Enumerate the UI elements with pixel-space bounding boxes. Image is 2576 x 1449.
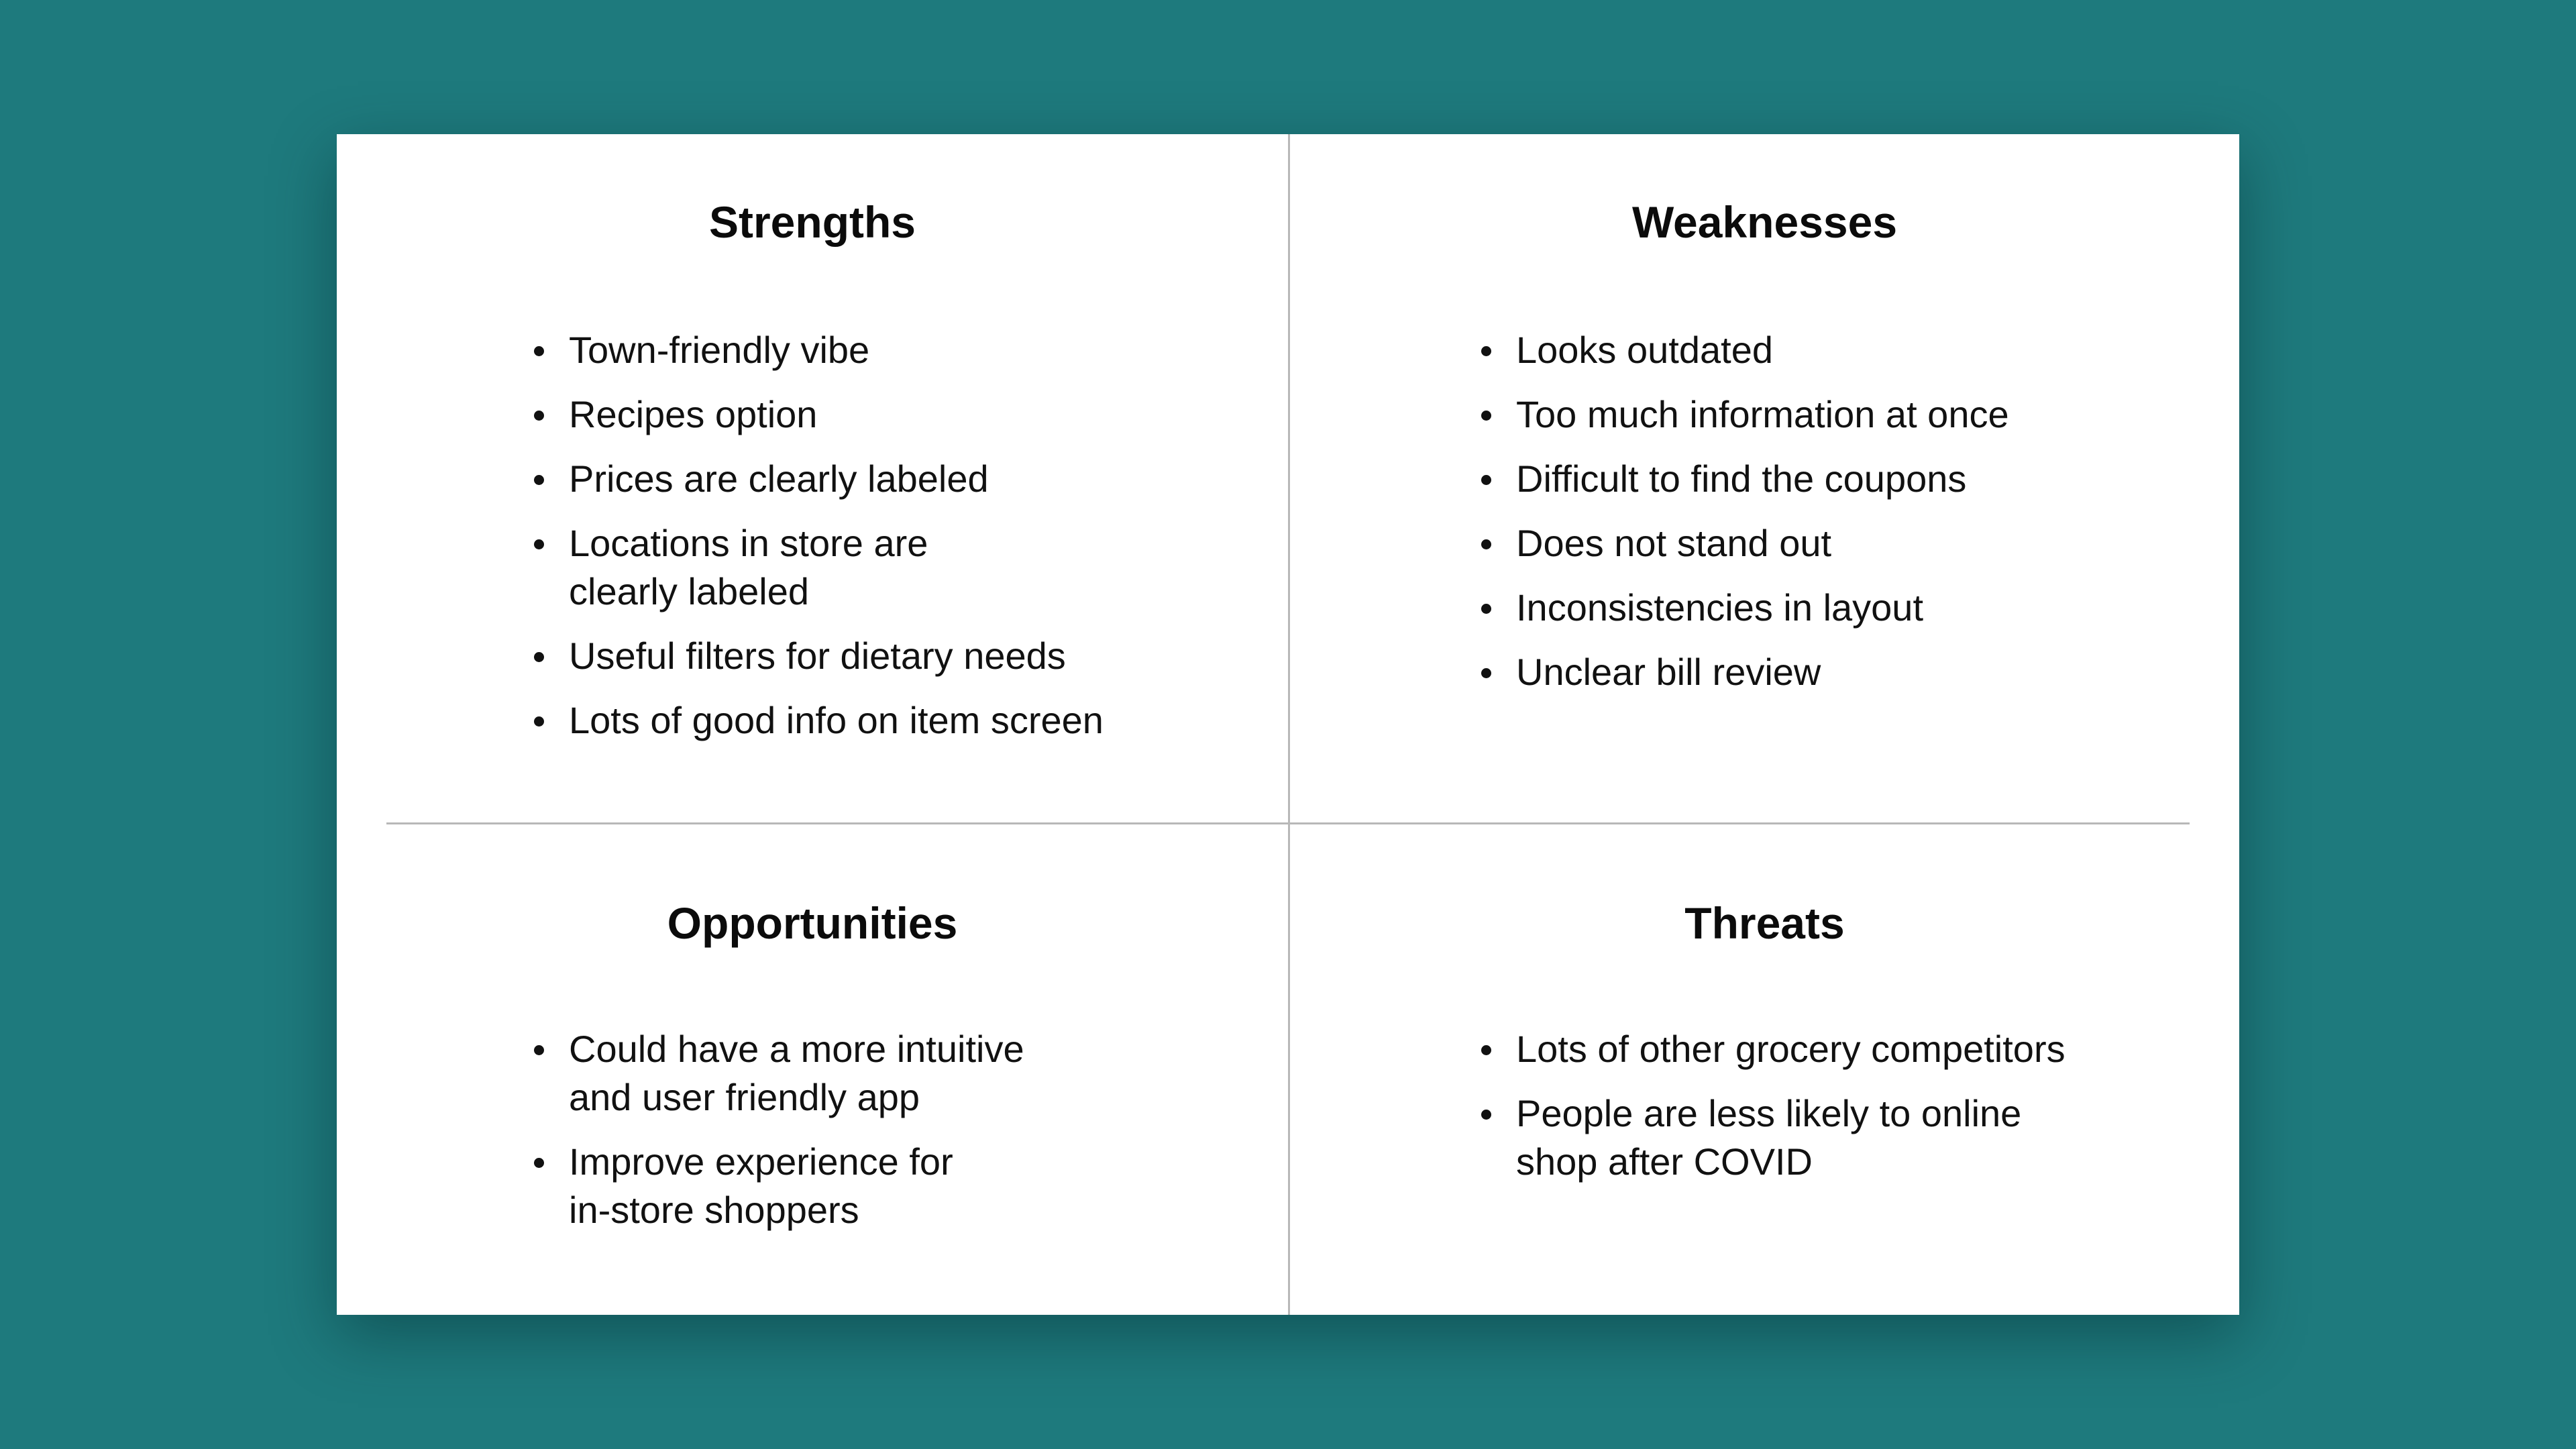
bullet-text: Looks outdated <box>1516 329 1773 371</box>
bullet-dot-icon <box>534 1045 544 1055</box>
bullet-text: People are less likely to online <box>1516 1092 2022 1134</box>
opportunities-quadrant <box>337 824 1288 1315</box>
bullet-dot-icon <box>1481 475 1491 485</box>
opportunities-heading: Opportunities <box>667 898 958 948</box>
bullet-text: Difficult to find the coupons <box>1516 458 1967 500</box>
bullet-text: Locations in store are <box>569 522 928 564</box>
swot-card <box>337 134 2239 1315</box>
bullet-text: shop after COVID <box>1516 1140 1813 1183</box>
bullet-dot-icon <box>1481 1110 1491 1120</box>
bullet-dot-icon <box>534 411 544 421</box>
weaknesses-list <box>1516 326 2009 712</box>
bullet-dot-icon <box>534 652 544 662</box>
bullet-dot-icon <box>534 1158 544 1168</box>
bullet-item <box>1516 455 2009 503</box>
bullet-dot-icon <box>1481 668 1491 678</box>
bullet-text: Could have a more intuitive <box>569 1028 1024 1070</box>
bullet-text: Improve experience for <box>569 1140 953 1183</box>
bullet-dot-icon <box>1481 346 1491 356</box>
weaknesses-heading: Weaknesses <box>1631 197 1898 247</box>
bullet-dot-icon <box>1481 539 1491 549</box>
bullet-dot-icon <box>1481 411 1491 421</box>
bullet-item <box>1516 326 2009 374</box>
bullet-item <box>1516 1089 2065 1186</box>
bullet-text: Lots of good info on item screen <box>569 699 1104 741</box>
threats-quadrant <box>1290 824 2239 1315</box>
bullet-text: Unclear bill review <box>1516 651 1821 693</box>
bullet-item <box>569 1025 1024 1122</box>
bullet-item <box>1516 648 2009 696</box>
strengths-list <box>569 326 1104 761</box>
bullet-item <box>1516 1025 2065 1073</box>
bullet-item <box>1516 584 2009 632</box>
bullet-item <box>569 326 1104 374</box>
bullet-dot-icon <box>1481 1045 1491 1055</box>
bullet-dot-icon <box>1481 604 1491 614</box>
bullet-item <box>569 455 1104 503</box>
bullet-text: Inconsistencies in layout <box>1516 586 1924 629</box>
bullet-dot-icon <box>534 539 544 549</box>
bullet-dot-icon <box>534 716 544 727</box>
bullet-text: in-store shoppers <box>569 1189 859 1231</box>
weaknesses-quadrant <box>1290 134 2239 822</box>
bullet-text: Too much information at once <box>1516 393 2009 435</box>
bullet-item <box>569 390 1104 439</box>
bullet-text: Does not stand out <box>1516 522 1832 564</box>
threats-heading: Threats <box>1684 898 1845 948</box>
bullet-text: Prices are clearly labeled <box>569 458 989 500</box>
bullet-item <box>569 519 1104 616</box>
bullet-text: and user friendly app <box>569 1076 920 1118</box>
bullet-dot-icon <box>534 475 544 485</box>
bullet-item <box>569 696 1104 745</box>
bullet-item <box>1516 519 2009 568</box>
strengths-heading: Strengths <box>708 197 916 247</box>
bullet-item <box>569 1138 1024 1234</box>
strengths-quadrant <box>337 134 1288 822</box>
threats-list <box>1516 1025 2065 1202</box>
bullet-item <box>1516 390 2009 439</box>
bullet-dot-icon <box>534 346 544 356</box>
bullet-text: Town-friendly vibe <box>569 329 870 371</box>
bullet-text: Lots of other grocery competitors <box>1516 1028 2065 1070</box>
bullet-text: Recipes option <box>569 393 818 435</box>
bullet-text: Useful filters for dietary needs <box>569 635 1066 677</box>
bullet-text: clearly labeled <box>569 570 809 612</box>
bullet-item <box>569 632 1104 680</box>
opportunities-list <box>569 1025 1024 1250</box>
